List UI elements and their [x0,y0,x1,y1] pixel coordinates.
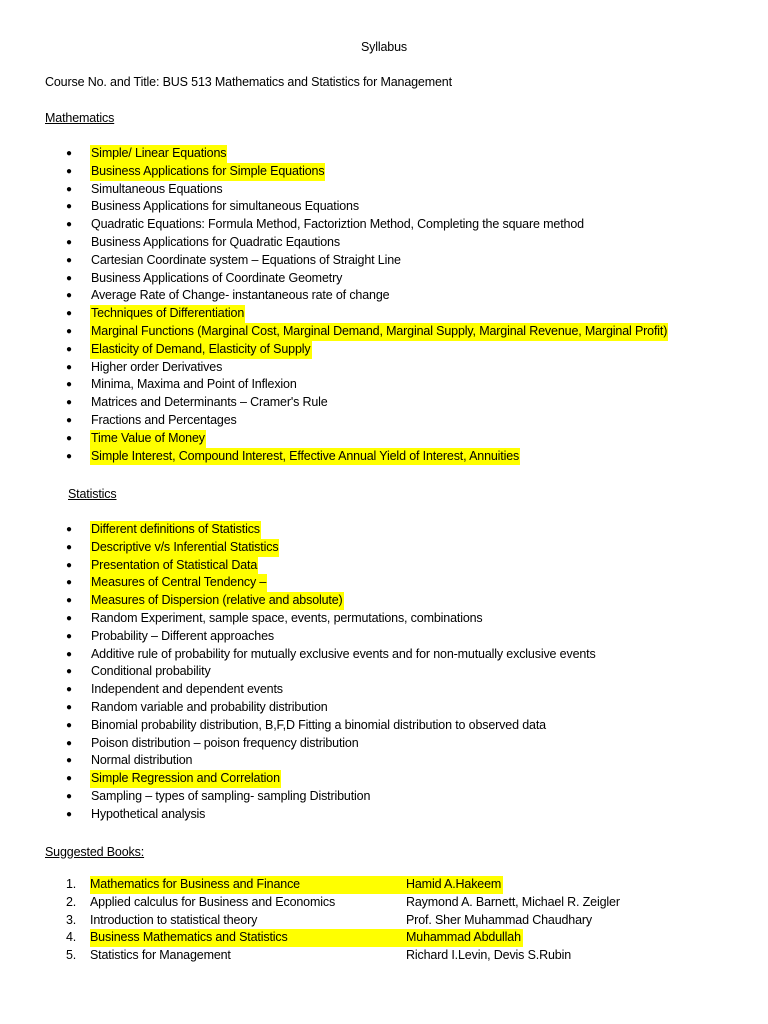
book-number: 3. [66,912,77,927]
bullet-icon: ● [66,290,72,302]
book-author: Prof. Sher Muhammad Chaudhary [406,912,593,927]
bullet-icon: ● [66,183,72,195]
mathematics-topic-text: Techniques of Differentiation [90,305,245,323]
mathematics-topic-text: Elasticity of Demand, Elasticity of Supply [90,341,312,359]
mathematics-topic-text: Quadratic Equations: Formula Method, Factoriztion Method, Completing the square method [91,217,584,232]
mathematics-topic-text: Matrices and Determinants – Cramer's Rule [91,395,328,410]
mathematics-topic-text: Higher order Derivatives [91,359,223,374]
mathematics-topic-text: Fractions and Percentages [91,412,237,427]
mathematics-topic-text: Simple/ Linear Equations [90,145,227,163]
mathematics-topic-text: Marginal Functions (Marginal Cost, Marginal Demand, Marginal Supply, Marginal Revenue, Marginal Profit) [90,323,668,341]
mathematics-topic-text: Average Rate of Change- instantaneous rate of change [91,288,390,303]
book-title: Statistics for Management [90,948,231,963]
bullet-icon: ● [66,397,72,409]
bullet-icon: ● [66,148,72,159]
bullet-icon: ● [66,773,72,785]
mathematics-topic-text: Business Applications of Coordinate Geometry [91,270,343,285]
bullet-icon: ● [66,379,72,391]
bullet-icon: ● [66,648,72,660]
statistics-topic-text: Presentation of Statistical Data [90,557,258,575]
course-title: Course No. and Title: BUS 513 Mathematics and Statistics for Management [45,75,452,89]
statistics-topic-text: Poison distribution – poison frequency distribution [91,735,359,750]
bullet-icon: ● [66,666,72,678]
bullet-icon: ● [66,272,72,284]
bullet-icon: ● [66,219,72,231]
mathematics-topic-text: Simple Interest, Compound Interest, Effective Annual Yield of Interest, Annuities [90,448,520,466]
bullet-icon: ● [66,755,72,767]
mathematics-topic-text: Minima, Maxima and Point of Inflexion [91,377,297,392]
statistics-topic-text: Hypothetical analysis [91,806,206,821]
bullet-icon: ● [66,630,72,642]
statistics-topic-text: Random variable and probability distribution [91,699,328,714]
bullet-icon: ● [66,612,72,624]
statistics-topic-text: Binomial probability distribution, B,F,D Fitting a binomial distribution to observed data [91,717,546,732]
bullet-icon: ● [66,808,72,820]
mathematics-topic-text: Business Applications for Quadratic Eqautions [91,234,340,249]
book-author: Muhammad Abdullah [406,929,523,947]
statistics-topic-text: Simple Regression and Correlation [90,770,281,788]
suggested-books-heading: Suggested Books: [45,845,145,859]
mathematics-topic-text: Cartesian Coordinate system – Equations of Straight Line [91,252,401,267]
bullet-icon: ● [66,701,72,713]
statistics-topic-text: Measures of Central Tendency – [90,574,267,592]
statistics-heading: Statistics [68,487,117,501]
bullet-icon: ● [66,595,72,607]
document-title: Syllabus [360,40,408,54]
book-title: Business Mathematics and Statistics [90,929,406,947]
statistics-topic-text: Different definitions of Statistics [90,521,261,539]
bullet-icon: ● [66,684,72,696]
statistics-topic-text: Measures of Dispersion (relative and absolute) [90,592,344,610]
bullet-icon: ● [66,737,72,749]
statistics-topic-text: Random Experiment, sample space, events, permutations, combinations [91,610,483,625]
statistics-topic-text: Sampling – types of sampling- sampling Distribution [91,788,371,803]
book-number: 4. [66,930,77,945]
book-title: Applied calculus for Business and Economics [90,894,336,909]
bullet-icon: ● [66,524,72,535]
mathematics-topic-text: Business Applications for simultaneous Equations [91,199,359,214]
book-author: Hamid A.Hakeem [406,876,503,894]
mathematics-topic-text: Simultaneous Equations [91,181,223,196]
bullet-icon: ● [66,236,72,248]
statistics-topic-text: Conditional probability [91,664,211,679]
statistics-topic-text: Descriptive v/s Inferential Statistics [90,539,279,557]
bullet-icon: ● [66,165,72,177]
bullet-icon: ● [66,201,72,213]
statistics-topic-text: Normal distribution [91,753,193,768]
bullet-icon: ● [66,719,72,731]
bullet-icon: ● [66,432,72,444]
bullet-icon: ● [66,541,72,553]
bullet-icon: ● [66,343,72,355]
bullet-icon: ● [66,254,72,266]
bullet-icon: ● [66,450,72,462]
mathematics-topic-text: Business Applications for Simple Equations [90,163,325,181]
mathematics-topic-text: Time Value of Money [90,430,206,448]
bullet-icon: ● [66,559,72,571]
statistics-topic-text: Probability – Different approaches [91,628,274,643]
bullet-icon: ● [66,361,72,373]
bullet-icon: ● [66,414,72,426]
statistics-topic-text: Additive rule of probability for mutually exclusive events and for non-mutually exclusive events [91,646,596,661]
bullet-icon: ● [66,790,72,802]
book-number: 2. [66,894,77,909]
book-number: 5. [66,948,77,963]
bullet-icon: ● [66,308,72,320]
book-title: Mathematics for Business and Finance [90,876,406,894]
statistics-topic-text: Independent and dependent events [91,682,283,697]
bullet-icon: ● [66,577,72,589]
book-number: 1. [66,877,77,891]
mathematics-heading: Mathematics [45,111,115,125]
book-author: Richard I.Levin, Devis S.Rubin [406,948,572,963]
book-title: Introduction to statistical theory [90,912,258,927]
book-author: Raymond A. Barnett, Michael R. Zeigler [406,894,620,909]
bullet-icon: ● [66,325,72,337]
